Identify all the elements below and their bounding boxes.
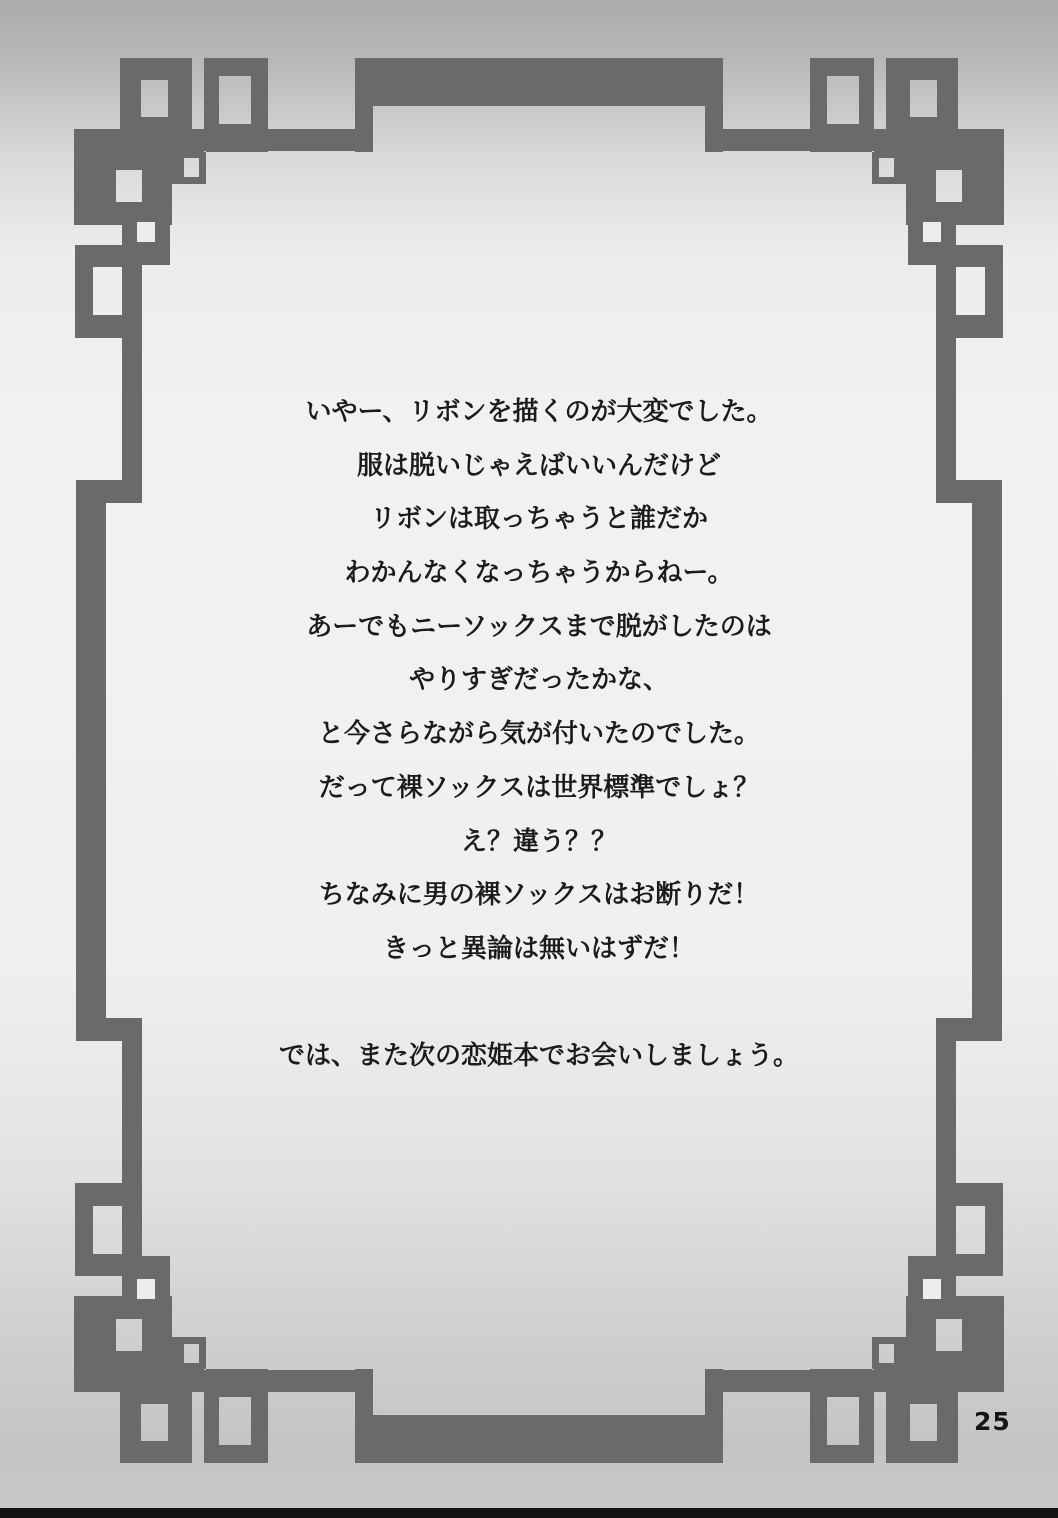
- afterword-line: と今さらながら気が付いたのでした。: [317, 719, 760, 750]
- afterword-line: いやー、リボンを描くのが大変でした。: [305, 397, 773, 427]
- afterword-line: え？違う？？: [460, 826, 617, 857]
- scan-bottom-edge: [0, 1508, 1058, 1518]
- afterword-closing-line: では、また次の恋姫本でお会いしましょう。: [278, 1041, 799, 1072]
- afterword-line: だって裸ソックスは世界標準でしょ？: [318, 772, 760, 803]
- afterword-line-blank: [74, 977, 1004, 1031]
- afterword-line: ちなみに男の裸ソックスはお断りだ！: [318, 880, 760, 911]
- afterword-text: [74, 386, 1004, 1084]
- afterword-line: やりすぎだったかな、: [408, 665, 669, 696]
- afterword-line: きっと異論は無いはずだ！: [382, 933, 695, 964]
- afterword-line: あーでもニーソックスまで脱がしたのは: [306, 611, 772, 642]
- page-number: 25: [974, 1407, 1011, 1436]
- afterword-line: わかんなくなっちゃうからねー。: [344, 558, 734, 589]
- afterword-line: リボンは取っちゃうと誰だか: [369, 504, 708, 535]
- afterword-line: 服は脱いじゃえばいいんだけど: [356, 450, 721, 481]
